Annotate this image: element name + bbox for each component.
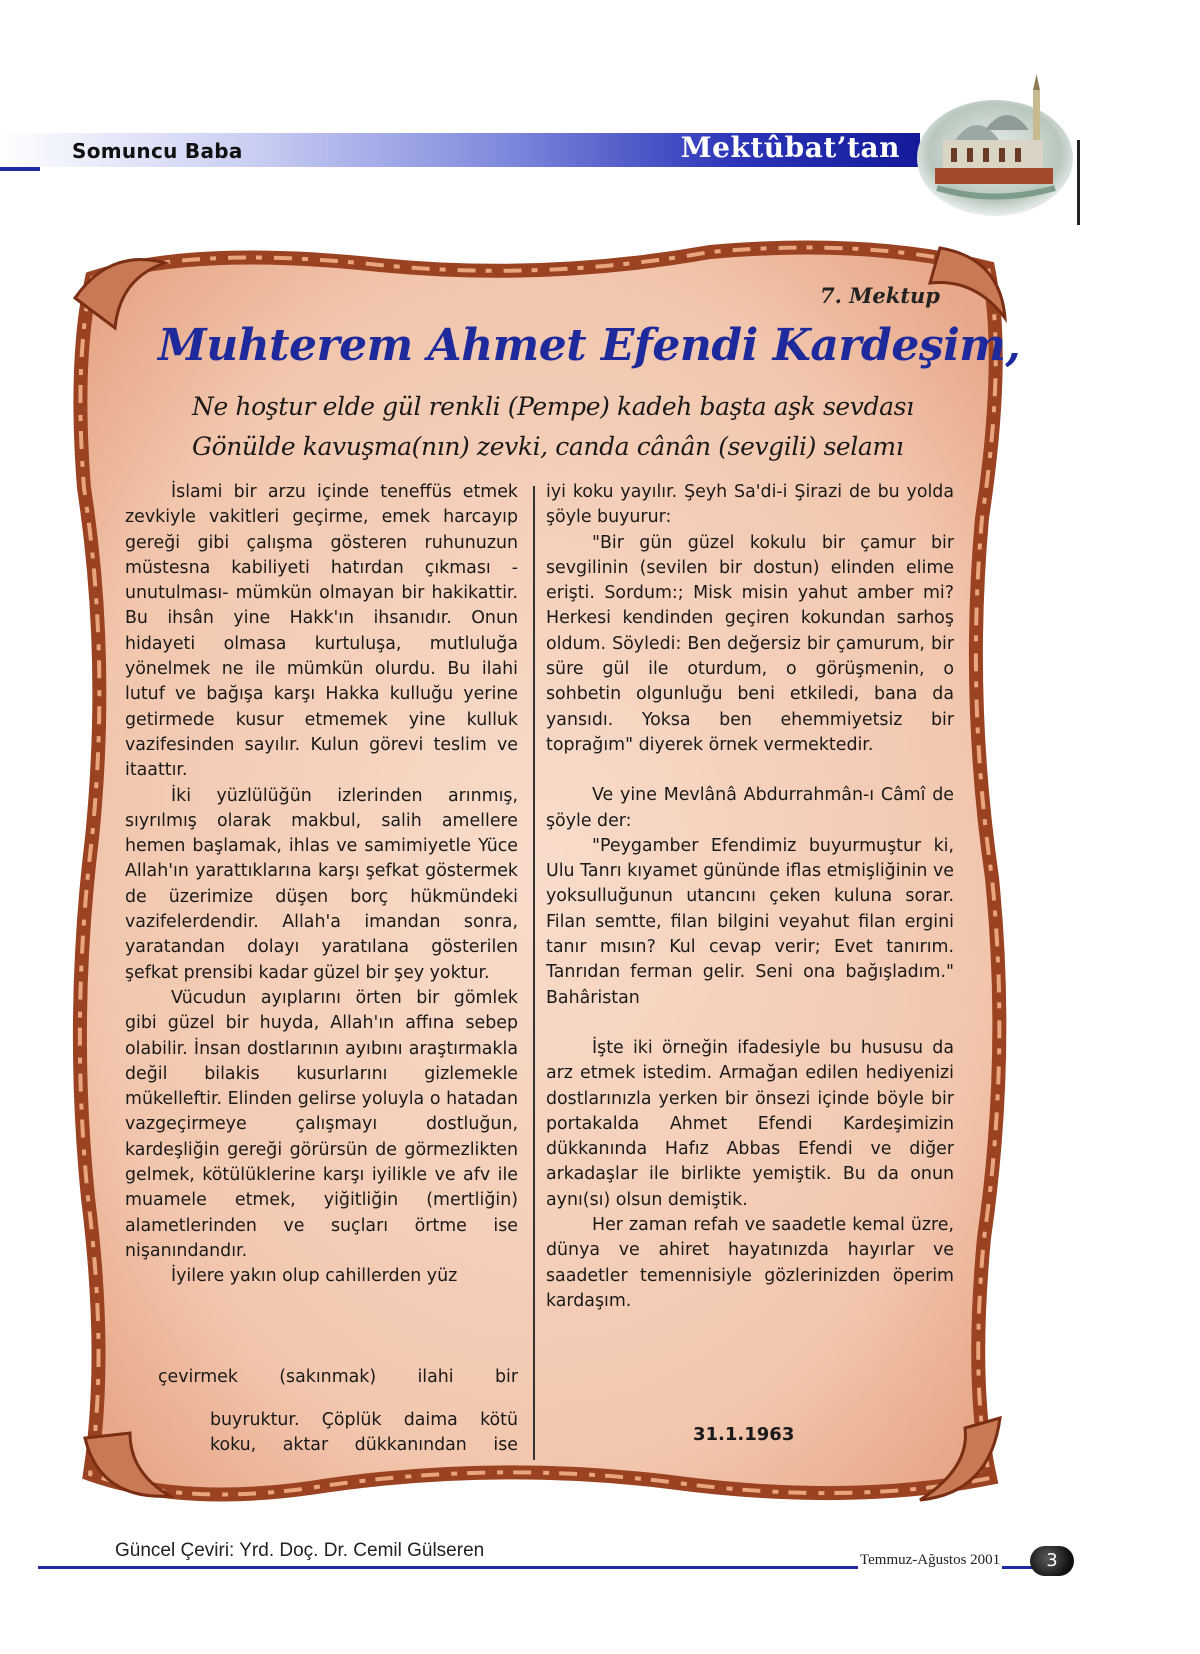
mosque-icon [915, 70, 1075, 220]
paragraph: İslami bir arzu içinde teneffüs etmek zevkiyle vakitleri geçirme, emek harcayıp gereği gibi çalışma gösteren ruhunuzun müstesna kabiliyeti hatırdan çıkması -unutulması- mümkün olmayan bir hakikattir. Bu ihsân yine Hakk'ın ihsanıdır. Onun hidayeti olmasa kurtuluşa, mutluluğa yönelmek ne ile mümkün olurdu. Bu ilahi lutuf ve bağışa karşı Hakka kulluğu yerine getirmede kusur etmemek yine kulluk vazifesinden sayılır. Kulun görevi teslim ve itaattır. [125, 482, 518, 781]
issue-date: Temmuz-Ağustos 2001 [860, 1552, 1001, 1568]
paragraph-continuation-block [210, 1408, 518, 1459]
translator-credit: Güncel Çeviri: Yrd. Doç. Dr. Cemil Gülseren [115, 1540, 485, 1561]
section-title: Mektûbat’tan [680, 131, 900, 164]
paragraph-continuation: buyruktur. Çöplük daima kötü [210, 1410, 518, 1430]
salutation: Muhterem Ahmet Efendi Kardeşim, [158, 320, 1021, 371]
paragraph: İşte iki örneğin ifadesiyle bu hususu da arz etmek istedim. Armağan edilen hediyenizi dostlarınızla yerken bir önsezi içinde böyle bir portakalda Ahmet Efendi Kardeşimizin dükkanında Hafız Abbas Efendi ve diğer arkadaşlar ile birlikte yemiştik. Bu da onun aynı(sı) olsun demiştik. [546, 1037, 954, 1210]
page-number: 3 [1030, 1546, 1074, 1576]
magazine-title: Somuncu Baba [72, 139, 243, 163]
paragraph-continuation: koku, aktar dükkanından ise [210, 1435, 518, 1456]
letter-date: 31.1.1963 [693, 1424, 795, 1445]
left-column [125, 480, 518, 1290]
quote-paragraph: "Peygamber Efendimiz buyurmuştur ki, Ulu Tanrı kıyamet gününde iflas etmişliğinin ve yoksulluğunun utancını çeken kuluna sorar. Filan semtte, filan bilgini veyahut filan ergini tanır mısın? Kul cevap verir; Evet tanırım. Tanrıdan ferman gelir. Seni ona bağışladım." Bahâristan [546, 835, 954, 1008]
header-underline [0, 167, 40, 171]
closing-paragraph: Her zaman refah ve saadetle kemal üzre, dünya ve ahiret hayatınızda hayırlar ve saadetler temennisiyle gözlerinizden öperim kardaşım. [546, 1215, 954, 1311]
quote-paragraph: "Bir gün güzel kokulu bir çamur bir sevgilinin (sevilen bir dostun) elinden elime erişti. Sordum:; Misk misin yahut amber mi? Herkesi kendinden geçiren kokundan sarhoş oldum. Söyledi: Ben değersiz bir çamurum, bir süre gül ile oturdum, o görüşmenin, o sohbetin olgunluğu beni etkiledi, bana da yansıdı. Yoksa ben ehemmiyetsiz bir toprağım" diyerek örnek vermektedir. [546, 532, 954, 755]
verse-line-2: Gönülde kavuşma(nın) zevki, canda cânân (sevgili) selamı [192, 432, 904, 461]
right-column [546, 480, 954, 1314]
letter-number: 7. Mektup [819, 283, 940, 308]
paragraph: İyilere yakın olup cahillerden yüz [171, 1266, 458, 1287]
paragraph: İki yüzlülüğün izlerinden arınmış, sıyrılmış olarak makbul, salih amellere hemen başlamak, ihlas ve samimiyetle Yüce Allah'ın yarattıklarına karşı şefkat göstermek de üzerimize düşen borç hükmündeki vazifelerdendir. Allah'a imandan sonra, yaratandan dolayı yaratılana gösterilen şefkat prensibi kadar güzel bir şey yoktur. [125, 785, 518, 983]
paragraph: Vücudun ayıplarını örten bir gömlek gibi güzel bir huyda, Allah'ın affına sebep olabilir. İnsan dostlarının ayıbını araştırmakla değil bilakis kusurlarını gizlemekle mükelleftir. Elinden gelirse yoluyla o hatadan vazgeçirmeye çalışmayı dostluğun, kardeşliğin gereği görürsün de görmezlikten gelmek, kötülüklerine karşı iyilikle ve afv ile muamele etmek, yiğitliğin (mertliğin) alametlerinden ve suçları örtme ise nişanındandır. [125, 987, 518, 1261]
verse-line-1: Ne hoştur elde gül renkli (Pempe) kadeh başta aşk sevdası [192, 392, 914, 421]
header-divider [1077, 140, 1080, 225]
paragraph: Ve yine Mevlânâ Abdurrahmân-ı Câmî de şöyle der: [546, 785, 954, 831]
paragraph: iyi koku yayılır. Şeyh Sa'di-i Şirazi de bu yolda şöyle buyurur: [546, 482, 954, 528]
column-divider [533, 486, 535, 1460]
paragraph-continuation: çevirmek (sakınmak) ilahi bir [158, 1367, 518, 1387]
